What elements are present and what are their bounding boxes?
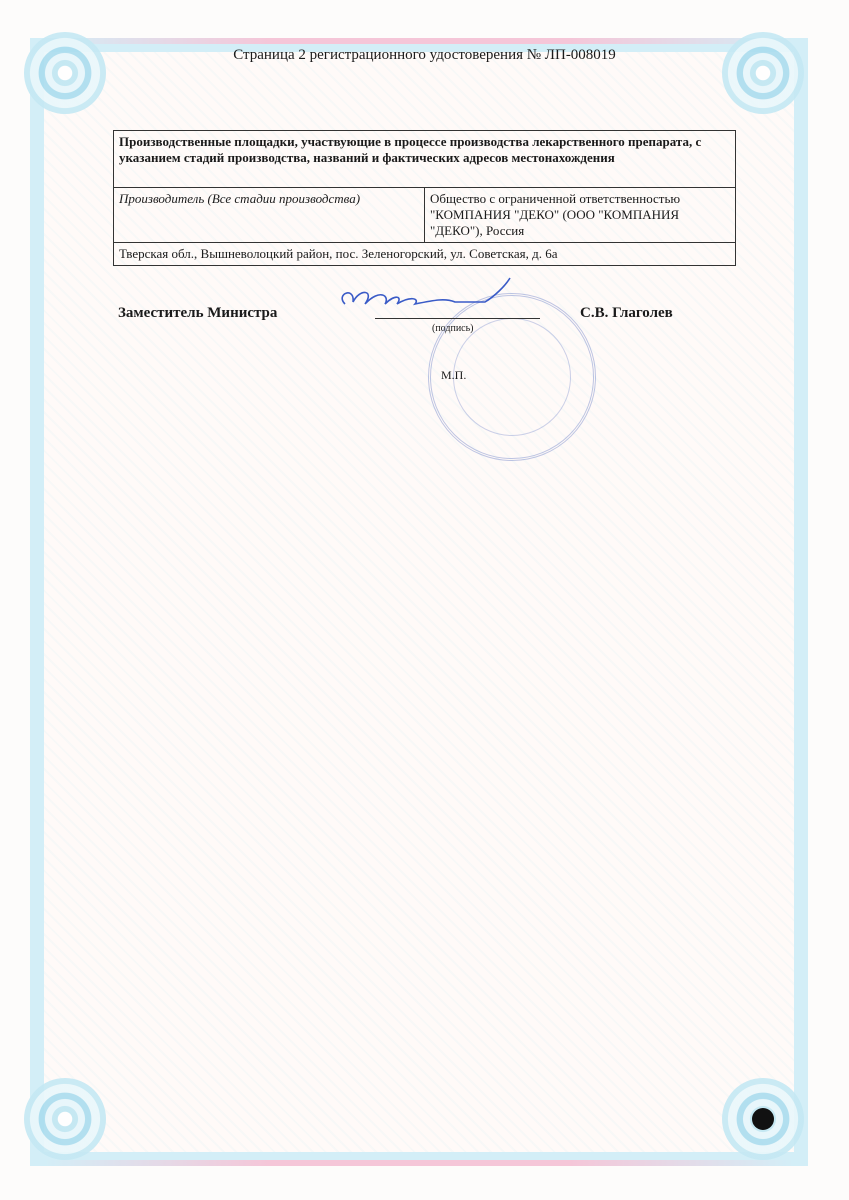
table-heading: Производственные площадки, участвующие в процессе производства лекарственного препарата, с указанием стадий производства, названий и фактических адресов местонахождения	[114, 131, 736, 188]
rosette-icon	[24, 32, 106, 114]
production-sites-table	[113, 130, 736, 266]
rosette-icon	[722, 32, 804, 114]
handwritten-signature	[335, 276, 535, 316]
producer-role: Производитель (Все стадии производства)	[114, 188, 425, 243]
signatory-name: С.В. Глаголев	[580, 305, 673, 321]
signature-line	[375, 318, 540, 319]
page-title: Страница 2 регистрационного удостоверения № ЛП-008019	[233, 47, 616, 63]
seal-label: М.П.	[441, 368, 467, 382]
rosette-icon	[24, 1078, 106, 1160]
hole-punch-mark	[752, 1108, 774, 1130]
signature-caption: (подпись)	[432, 323, 474, 334]
producer-address: Тверская обл., Вышневолоцкий район, пос. Зеленогорский, ул. Советская, д. 6а	[114, 243, 736, 266]
producer-company: Общество с ограниченной ответственностью "КОМПАНИЯ "ДЕКО" (ООО "КОМПАНИЯ "ДЕКО"), Россия	[425, 188, 736, 243]
signatory-position: Заместитель Министра	[118, 305, 278, 321]
